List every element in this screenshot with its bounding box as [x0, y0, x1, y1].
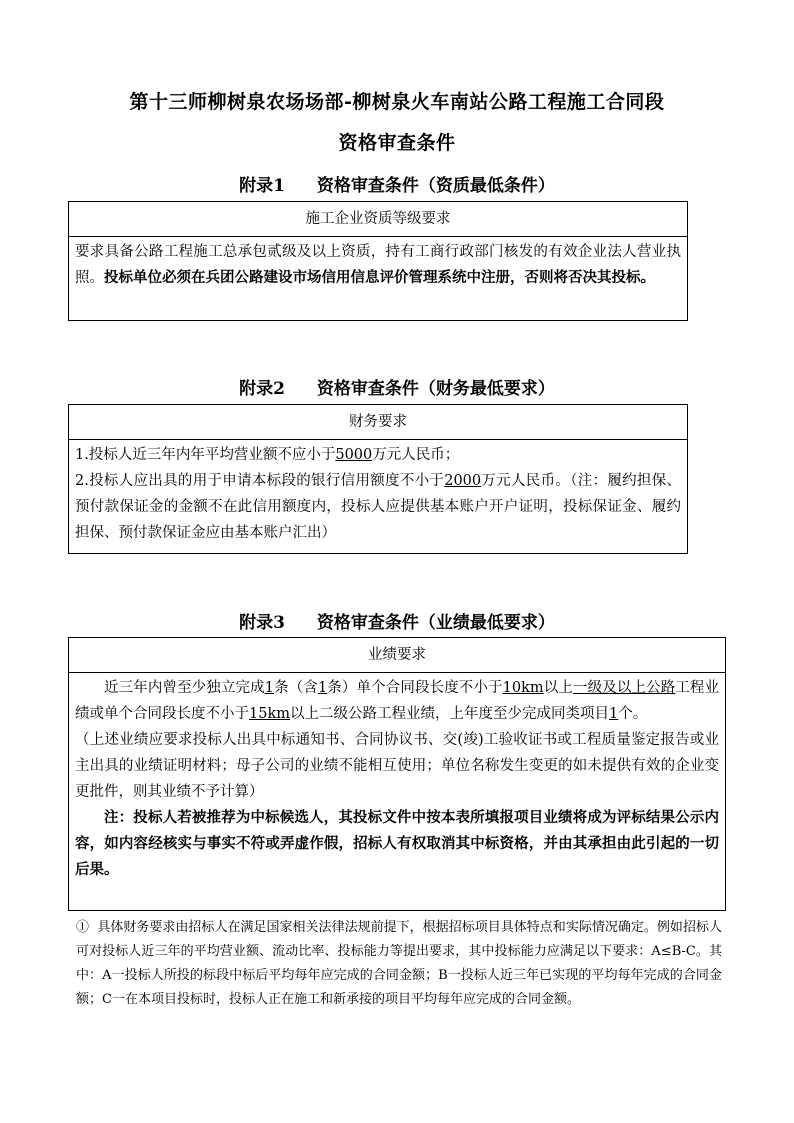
- appendix2-item1-text: 1.投标人近三年内年平均营业额不应小于: [75, 447, 336, 463]
- appendix2-item1-amount: 5000: [335, 447, 373, 463]
- p1-seg-f: 以上二级公路工程业绩，上年度至少完成同类项目: [290, 706, 609, 722]
- appendix3-table: [68, 637, 726, 911]
- appendix1-table-body: [69, 237, 687, 295]
- p1-seg-a: 近三年内曾至少独立完成: [104, 680, 265, 696]
- document-subtitle: 资格审查条件: [338, 132, 456, 154]
- appendix1-body-bold-text: 投标单位必须在兵团公路建设市场信用信息评价管理系统中注册，否则将否决其投标。: [104, 269, 655, 286]
- appendix2-item1: [75, 442, 681, 468]
- appendix2-table-header: 财务要求: [69, 405, 687, 440]
- appendix3-paragraph2: （上述业绩应要求投标人出具中标通知书、合同协议书、交(竣)工验收证书或工程质量鉴定报告或业主出具的业绩证明材料；母子公司的业绩不能相互使用；单位名称发生变更的如未提供有效的企业变更批件，则其业绩不予计算）: [75, 732, 719, 800]
- p1-seg-b: 条（含: [273, 680, 318, 696]
- appendix1-table-header: 施工企业资质等级要求: [69, 202, 687, 237]
- p1-seg-e: 工程业绩或单个合同段长度不小于: [75, 680, 720, 722]
- appendix3-title: 资格审查条件（业绩最低要求）: [316, 613, 555, 633]
- appendix2-table: [68, 404, 688, 554]
- appendix3-table-header: 业绩要求: [69, 638, 725, 673]
- footnote: [76, 916, 722, 1012]
- appendix2-table-body: [69, 440, 687, 550]
- appendix2-item1-unit: 万元人民币；: [372, 447, 460, 463]
- appendix1-title: 资格审查条件（资质最低条件）: [316, 176, 555, 196]
- appendix2-title: 资格审查条件（财务最低要求）: [316, 379, 555, 399]
- appendix1-table: [68, 201, 688, 321]
- appendix2-item2-note: 万元人民币。（注：履约担保、预付款保证金的金额不在此信用额度内，投标人应提供基本账户开户证明，投标保证金、履约担保、预付款保证金应由基本账户汇出）: [75, 473, 682, 541]
- p1-seg-g: 个。: [618, 706, 648, 722]
- appendix2-item2: [75, 468, 681, 546]
- p1-count2: 1: [317, 680, 328, 696]
- appendix3-table-body: [69, 673, 725, 887]
- appendix3-label: 附录3: [239, 613, 285, 633]
- appendix3-note: 注：投标人若被推荐为中标候选人，其投标文件中按本表所填报项目业绩将成为评标结果公示内容，如内容经核实与事实不符或弄虚作假，招标人有权取消其中标资格，并由其承担由此引起的一切后果。: [75, 809, 719, 878]
- footnote-marker: ①: [76, 920, 90, 935]
- p1-count1: 1: [264, 680, 274, 696]
- p1-grade: 一级及以上公路: [573, 680, 676, 696]
- appendix3-paragraph1: [75, 675, 719, 727]
- appendix1-heading: [0, 171, 794, 196]
- appendix2-item2-amount: 2000: [444, 473, 482, 489]
- p1-length2: 15km: [249, 706, 290, 722]
- p1-count3: 1: [609, 706, 619, 722]
- appendix1-body-text: 要求具备公路工程施工总承包贰级及以上资质，持有工商行政部门核发的有效企业法人营业执照。: [75, 244, 681, 286]
- p1-seg-c: 条）单个合同段长度不小于: [327, 680, 503, 696]
- appendix2-item2-text: 2.投标人应出具的用于申请本标段的银行信用额度不小于: [75, 473, 445, 489]
- p1-length1: 10km: [502, 680, 544, 696]
- footnote-text: 具体财务要求由招标人在满足国家相关法律法规前提下，根据招标项目具体特点和实际情况确定。例如招标人可对投标人近三年的平均营业额、流动比率、投标能力等提出要求，其中投标能力应满足以下要求：A≤B-C。其中：A一投标人所投的标段中标后平均每年应完成的合同金额；B一投标人近三年已实现的平均每年完成的合同金额；C一在本项目投标时，投标人正在施工和新承接的项目平均每年应完成的合同金额。: [76, 920, 722, 1007]
- appendix3-heading: [0, 608, 794, 633]
- p1-seg-d: 以上: [543, 680, 573, 696]
- document-title: 第十三师柳树泉农场场部-柳树泉火车南站公路工程施工合同段: [129, 91, 665, 113]
- appendix2-heading: [0, 374, 794, 399]
- appendix2-label: 附录2: [239, 379, 285, 399]
- appendix1-label: 附录1: [239, 176, 285, 196]
